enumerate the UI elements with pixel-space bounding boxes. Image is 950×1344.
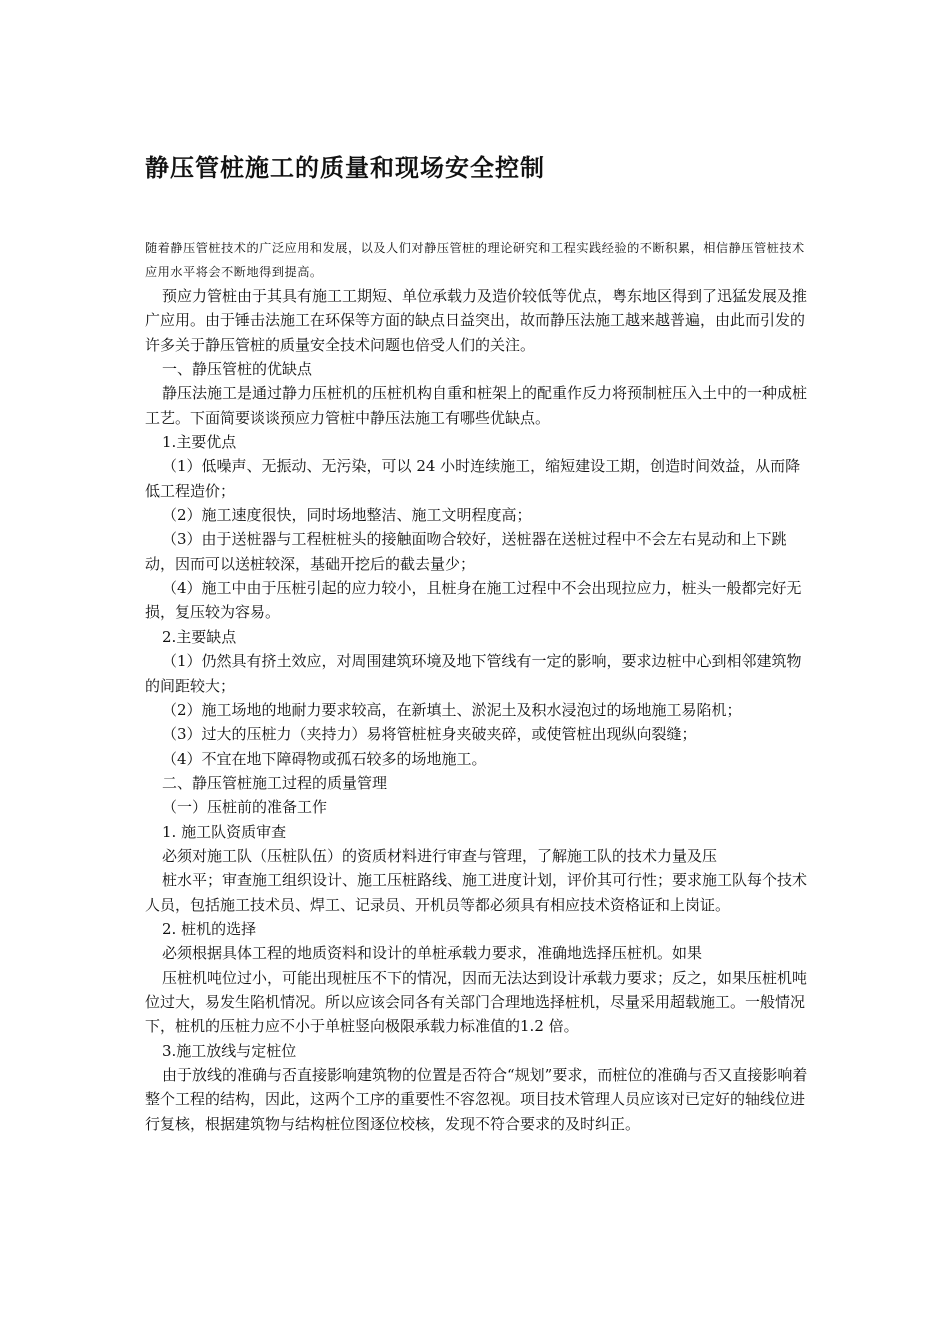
paragraph: 压桩机吨位过小，可能出现桩压不下的情况，因而无法达到设计承载力要求；反之，如果压桩机吨位过大，易发生陷机情况。所以应该会同各有关部门合理地选择桩机，尽量采用超载施工。一般情况下，桩机的压桩力应不小于单桩竖向极限承载力标准值的1.2 倍。 [145, 968, 808, 1036]
document-body [145, 284, 815, 1136]
subsection-heading: 1.主要优点 [162, 433, 237, 452]
section-heading: 二、静压管桩施工过程的质量管理 [162, 773, 388, 792]
paragraph: 桩水平；审查施工组织设计、施工压桩路线、施工进度计划，评价其可行性；要求施工队每个技术人员，包括施工技术员、焊工、记录员、开机员等都必须具有相应技术资格证和上岗证。 [145, 871, 808, 914]
list-item: （1）仍然具有挤土效应，对周围建筑环境及地下管线有一定的影响，要求边桩中心到相邻建筑物的间距较大； [145, 652, 802, 695]
paragraph: 必须根据具体工程的地质资料和设计的单桩承载力要求，准确地选择压桩机。如果 [162, 944, 703, 963]
paragraph: 预应力管桩由于其具有施工工期短、单位承载力及造价较低等优点，粤东地区得到了迅猛发展及推广应用。由于锤击法施工在环保等方面的缺点日益突出，故而静压法施工越来越普遍，由此而引发的许多关于静压管桩的质量安全技术问题也倍受人们的关注。 [145, 287, 808, 354]
document-title: 静压管桩施工的质量和现场安全控制 [145, 153, 545, 182]
intro-paragraph: 随着静压管桩技术的广泛应用和发展，以及人们对静压管桩的理论研究和工程实践经验的不断积累，相信静压管桩技术应用水平将会不断地得到提高。 [145, 241, 805, 279]
section-heading: 一、静压管桩的优缺点 [162, 360, 313, 379]
list-item: （2）施工速度很快，同时场地整洁、施工文明程度高； [162, 506, 532, 525]
subsection-heading: 2. 桩机的选择 [162, 919, 257, 938]
list-item: （2）施工场地的地耐力要求较高，在新填土、淤泥土及积水浸泡过的场地施工易陷机； [162, 700, 742, 719]
list-item: （1）低噪声、无振动、无污染，可以 24 小时连续施工，缩短建设工期，创造时间效益，从而降低工程造价； [145, 457, 801, 500]
list-item: （3）过大的压桩力（夹持力）易将管桩桩身夹破夹碎，或使管桩出现纵向裂缝； [162, 725, 697, 744]
list-item: （3）由于送桩器与工程桩桩头的接触面吻合较好，送桩器在送桩过程中不会左右晃动和上下跳动，因而可以送桩较深，基础开挖后的截去量少； [145, 530, 787, 573]
subsection-heading: 2.主要缺点 [162, 627, 237, 646]
subsection-heading: （一）压桩前的准备工作 [162, 798, 328, 817]
list-item: （4）施工中由于压桩引起的应力较小，且桩身在施工过程中不会出现拉应力，桩头一般都完好无损，复压较为容易。 [145, 579, 802, 622]
paragraph: 由于放线的准确与否直接影响建筑物的位置是否符合“规划”要求，而桩位的准确与否又直接影响着整个工程的结构，因此，这两个工序的重要性不容忽视。项目技术管理人员应该对已定好的轴线位进行复核，根据建筑物与结构桩位图逐位校核，发现不符合要求的及时纠正。 [145, 1066, 808, 1133]
paragraph: 必须对施工队（压桩队伍）的资质材料进行审查与管理，了解施工队的技术力量及压 [162, 846, 718, 865]
subsection-heading: 3.施工放线与定桩位 [162, 1041, 297, 1060]
paragraph: 静压法施工是通过静力压桩机的压桩机构自重和桩架上的配重作反力将预制桩压入土中的一种成桩工艺。下面简要谈谈预应力管桩中静压法施工有哪些优缺点。 [145, 384, 808, 427]
list-item: （4）不宜在地下障碍物或孤石较多的场地施工。 [162, 749, 487, 768]
subsection-heading: 1. 施工队资质审查 [162, 822, 287, 841]
